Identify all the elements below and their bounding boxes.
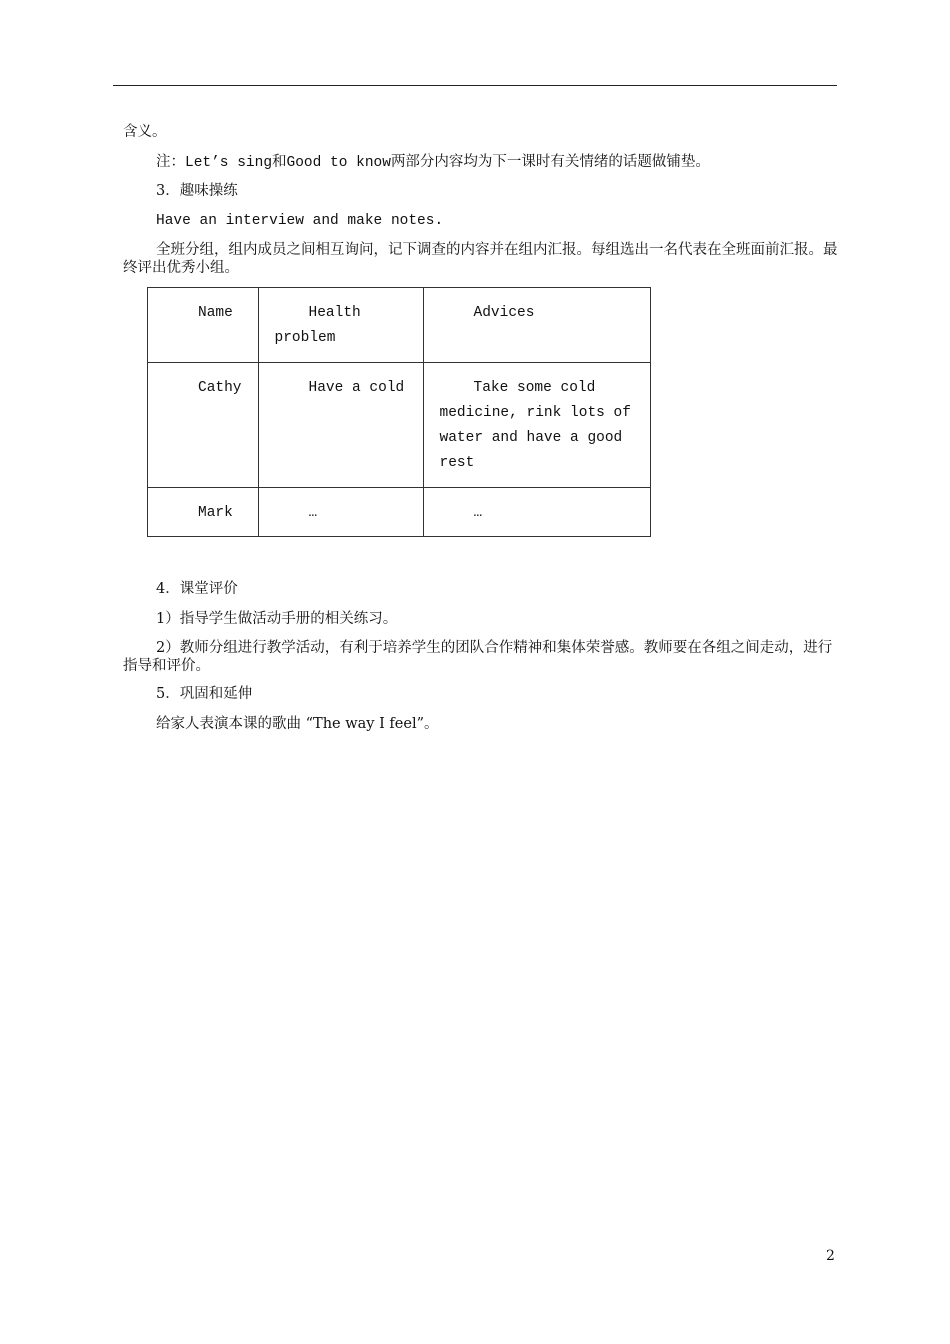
section-heading-5: 5．巩固和延伸 <box>156 686 253 702</box>
section-heading-4: 4．课堂评价 <box>156 581 238 597</box>
note-code-a: Let’s sing <box>185 155 273 171</box>
header-name: Name <box>198 305 233 321</box>
cell-name: Mark <box>198 505 233 521</box>
interview-table <box>147 287 651 537</box>
group-paragraph: 全班分组，组内成员之间相互询问，记下调查的内容并在组内汇报。每组选出一名代表在全班面前汇报。最终评出优秀小组。 <box>123 242 838 276</box>
final-line: 给家人表演本课的歌曲 “The way I feel”。 <box>156 716 439 732</box>
task-line: Have an interview and make notes. <box>156 213 444 229</box>
table-header-row <box>148 288 651 363</box>
page-number: 2 <box>826 1248 835 1264</box>
cell-name: Cathy <box>198 380 242 396</box>
cell-health-problem: Have a cold <box>308 380 405 396</box>
header-advices: Advices <box>473 305 535 321</box>
header-health-problem: Health problem <box>274 305 361 346</box>
cell-advices: … <box>473 505 483 521</box>
note-prefix: 注： <box>156 154 185 170</box>
note-code-b: Good to know <box>286 155 391 171</box>
list-item-2: 2）教师分组进行教学活动，有利于培养学生的团队合作精神和集体荣誉感。教师要在各组之间走动，进行指导和评价。 <box>123 640 833 674</box>
cell-health-problem: … <box>308 505 318 521</box>
note-line <box>156 153 710 172</box>
note-mid: 和 <box>272 154 287 170</box>
header-rule <box>113 85 837 86</box>
text-line-1: 含义。 <box>123 124 167 140</box>
table-row <box>148 488 651 537</box>
note-suffix: 两部分内容均为下一课时有关情绪的话题做铺垫。 <box>390 154 710 170</box>
section-heading-3: 3．趣味操练 <box>156 183 238 199</box>
list-item-1: 1）指导学生做活动手册的相关练习。 <box>156 611 398 627</box>
cell-advices: Take some cold medicine, rink lots of water and have a good rest <box>439 380 631 471</box>
table-row <box>148 363 651 488</box>
